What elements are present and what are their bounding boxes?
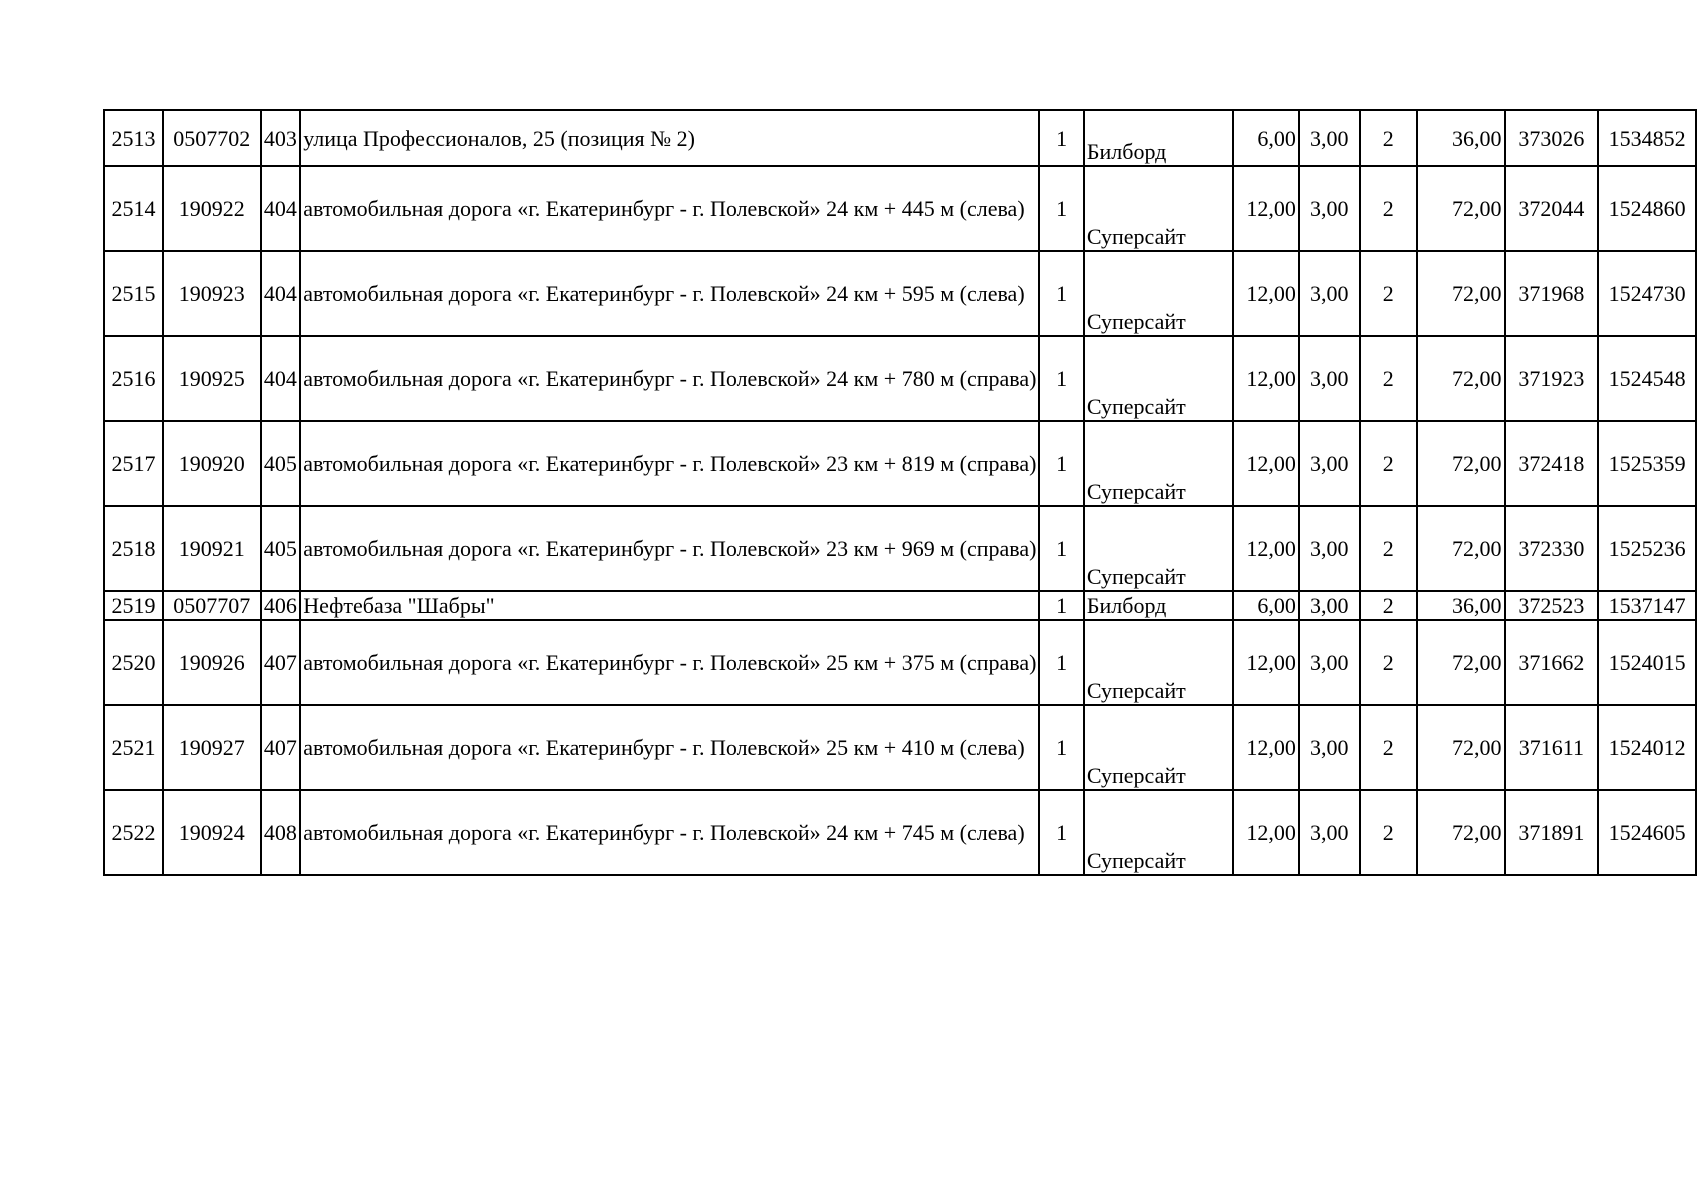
structure-type-cell: Билборд: [1084, 591, 1233, 620]
structure-type-cell: Суперсайт: [1084, 251, 1233, 336]
quantity-cell: 1: [1039, 506, 1083, 591]
sides-cell: 2: [1360, 591, 1417, 620]
coordinate-y-cell: 1524548: [1598, 336, 1696, 421]
code-cell: 190924: [163, 790, 261, 875]
sides-cell: 2: [1360, 421, 1417, 506]
table-row: [104, 790, 1696, 875]
area-cell: 72,00: [1417, 336, 1505, 421]
address-cell: Нефтебаза "Шабры": [300, 591, 1039, 620]
table-row: [104, 421, 1696, 506]
row-number-cell: 2521: [104, 705, 163, 790]
table-row: [104, 110, 1696, 166]
quantity-cell: 1: [1039, 620, 1083, 705]
row-number-cell: 2519: [104, 591, 163, 620]
height-cell: 3,00: [1299, 506, 1360, 591]
address-cell: автомобильная дорога «г. Екатеринбург - г. Полевской» 23 км + 819 м (справа): [300, 421, 1039, 506]
address-cell: автомобильная дорога «г. Екатеринбург - г. Полевской» 24 км + 595 м (слева): [300, 251, 1039, 336]
width-cell: 12,00: [1233, 790, 1299, 875]
sides-cell: 2: [1360, 336, 1417, 421]
structure-type-cell: Суперсайт: [1084, 336, 1233, 421]
height-cell: 3,00: [1299, 166, 1360, 251]
table-row: [104, 336, 1696, 421]
address-cell: автомобильная дорога «г. Екатеринбург - г. Полевской» 25 км + 410 м (слева): [300, 705, 1039, 790]
row-number-cell: 2515: [104, 251, 163, 336]
structure-type-cell: Суперсайт: [1084, 421, 1233, 506]
code-cell: 0507707: [163, 591, 261, 620]
row-number-cell: 2514: [104, 166, 163, 251]
code-cell: 190927: [163, 705, 261, 790]
area-cell: 72,00: [1417, 620, 1505, 705]
address-cell: автомобильная дорога «г. Екатеринбург - г. Полевской» 23 км + 969 м (справа): [300, 506, 1039, 591]
advertising-structures-table: [103, 109, 1697, 876]
coordinate-y-cell: 1525236: [1598, 506, 1696, 591]
document-page: [103, 109, 1697, 876]
sides-cell: 2: [1360, 790, 1417, 875]
position-cell: 404: [261, 251, 301, 336]
coordinate-y-cell: 1525359: [1598, 421, 1696, 506]
quantity-cell: 1: [1039, 336, 1083, 421]
height-cell: 3,00: [1299, 705, 1360, 790]
coordinate-y-cell: 1524860: [1598, 166, 1696, 251]
row-number-cell: 2516: [104, 336, 163, 421]
table-row: [104, 591, 1696, 620]
sides-cell: 2: [1360, 251, 1417, 336]
quantity-cell: 1: [1039, 421, 1083, 506]
address-cell: автомобильная дорога «г. Екатеринбург - г. Полевской» 24 км + 745 м (слева): [300, 790, 1039, 875]
row-number-cell: 2518: [104, 506, 163, 591]
coordinate-x-cell: 371968: [1505, 251, 1599, 336]
width-cell: 6,00: [1233, 110, 1299, 166]
quantity-cell: 1: [1039, 705, 1083, 790]
area-cell: 72,00: [1417, 166, 1505, 251]
coordinate-x-cell: 372418: [1505, 421, 1599, 506]
position-cell: 406: [261, 591, 301, 620]
area-cell: 36,00: [1417, 591, 1505, 620]
position-cell: 404: [261, 166, 301, 251]
position-cell: 408: [261, 790, 301, 875]
coordinate-x-cell: 372330: [1505, 506, 1599, 591]
code-cell: 190923: [163, 251, 261, 336]
position-cell: 405: [261, 421, 301, 506]
quantity-cell: 1: [1039, 251, 1083, 336]
height-cell: 3,00: [1299, 421, 1360, 506]
width-cell: 6,00: [1233, 591, 1299, 620]
width-cell: 12,00: [1233, 336, 1299, 421]
address-cell: автомобильная дорога «г. Екатеринбург - г. Полевской» 24 км + 780 м (справа): [300, 336, 1039, 421]
coordinate-y-cell: 1524015: [1598, 620, 1696, 705]
coordinate-x-cell: 371891: [1505, 790, 1599, 875]
address-cell: автомобильная дорога «г. Екатеринбург - г. Полевской» 24 км + 445 м (слева): [300, 166, 1039, 251]
row-number-cell: 2520: [104, 620, 163, 705]
height-cell: 3,00: [1299, 110, 1360, 166]
address-cell: улица Профессионалов, 25 (позиция № 2): [300, 110, 1039, 166]
area-cell: 72,00: [1417, 705, 1505, 790]
code-cell: 190920: [163, 421, 261, 506]
quantity-cell: 1: [1039, 790, 1083, 875]
height-cell: 3,00: [1299, 790, 1360, 875]
structure-type-cell: Суперсайт: [1084, 705, 1233, 790]
sides-cell: 2: [1360, 705, 1417, 790]
coordinate-y-cell: 1524012: [1598, 705, 1696, 790]
sides-cell: 2: [1360, 506, 1417, 591]
quantity-cell: 1: [1039, 110, 1083, 166]
code-cell: 190925: [163, 336, 261, 421]
structure-type-cell: Суперсайт: [1084, 620, 1233, 705]
coordinate-y-cell: 1537147: [1598, 591, 1696, 620]
width-cell: 12,00: [1233, 506, 1299, 591]
height-cell: 3,00: [1299, 591, 1360, 620]
width-cell: 12,00: [1233, 421, 1299, 506]
structure-type-cell: Суперсайт: [1084, 166, 1233, 251]
position-cell: 407: [261, 620, 301, 705]
coordinate-y-cell: 1524605: [1598, 790, 1696, 875]
table-row: [104, 705, 1696, 790]
coordinate-y-cell: 1534852: [1598, 110, 1696, 166]
sides-cell: 2: [1360, 166, 1417, 251]
table-row: [104, 620, 1696, 705]
width-cell: 12,00: [1233, 705, 1299, 790]
table-row: [104, 166, 1696, 251]
table-row: [104, 251, 1696, 336]
position-cell: 405: [261, 506, 301, 591]
area-cell: 36,00: [1417, 110, 1505, 166]
position-cell: 403: [261, 110, 301, 166]
area-cell: 72,00: [1417, 506, 1505, 591]
position-cell: 404: [261, 336, 301, 421]
row-number-cell: 2517: [104, 421, 163, 506]
coordinate-x-cell: 371662: [1505, 620, 1599, 705]
height-cell: 3,00: [1299, 251, 1360, 336]
row-number-cell: 2522: [104, 790, 163, 875]
coordinate-x-cell: 372523: [1505, 591, 1599, 620]
quantity-cell: 1: [1039, 591, 1083, 620]
width-cell: 12,00: [1233, 251, 1299, 336]
position-cell: 407: [261, 705, 301, 790]
height-cell: 3,00: [1299, 336, 1360, 421]
coordinate-y-cell: 1524730: [1598, 251, 1696, 336]
structure-type-cell: Суперсайт: [1084, 506, 1233, 591]
area-cell: 72,00: [1417, 790, 1505, 875]
table-row: [104, 506, 1696, 591]
structure-type-cell: Суперсайт: [1084, 790, 1233, 875]
code-cell: 190926: [163, 620, 261, 705]
address-cell: автомобильная дорога «г. Екатеринбург - г. Полевской» 25 км + 375 м (справа): [300, 620, 1039, 705]
structure-type-cell: Билборд: [1084, 110, 1233, 166]
sides-cell: 2: [1360, 110, 1417, 166]
sides-cell: 2: [1360, 620, 1417, 705]
width-cell: 12,00: [1233, 166, 1299, 251]
code-cell: 190922: [163, 166, 261, 251]
coordinate-x-cell: 373026: [1505, 110, 1599, 166]
coordinate-x-cell: 372044: [1505, 166, 1599, 251]
coordinate-x-cell: 371923: [1505, 336, 1599, 421]
code-cell: 190921: [163, 506, 261, 591]
row-number-cell: 2513: [104, 110, 163, 166]
width-cell: 12,00: [1233, 620, 1299, 705]
coordinate-x-cell: 371611: [1505, 705, 1599, 790]
code-cell: 0507702: [163, 110, 261, 166]
height-cell: 3,00: [1299, 620, 1360, 705]
quantity-cell: 1: [1039, 166, 1083, 251]
area-cell: 72,00: [1417, 251, 1505, 336]
area-cell: 72,00: [1417, 421, 1505, 506]
